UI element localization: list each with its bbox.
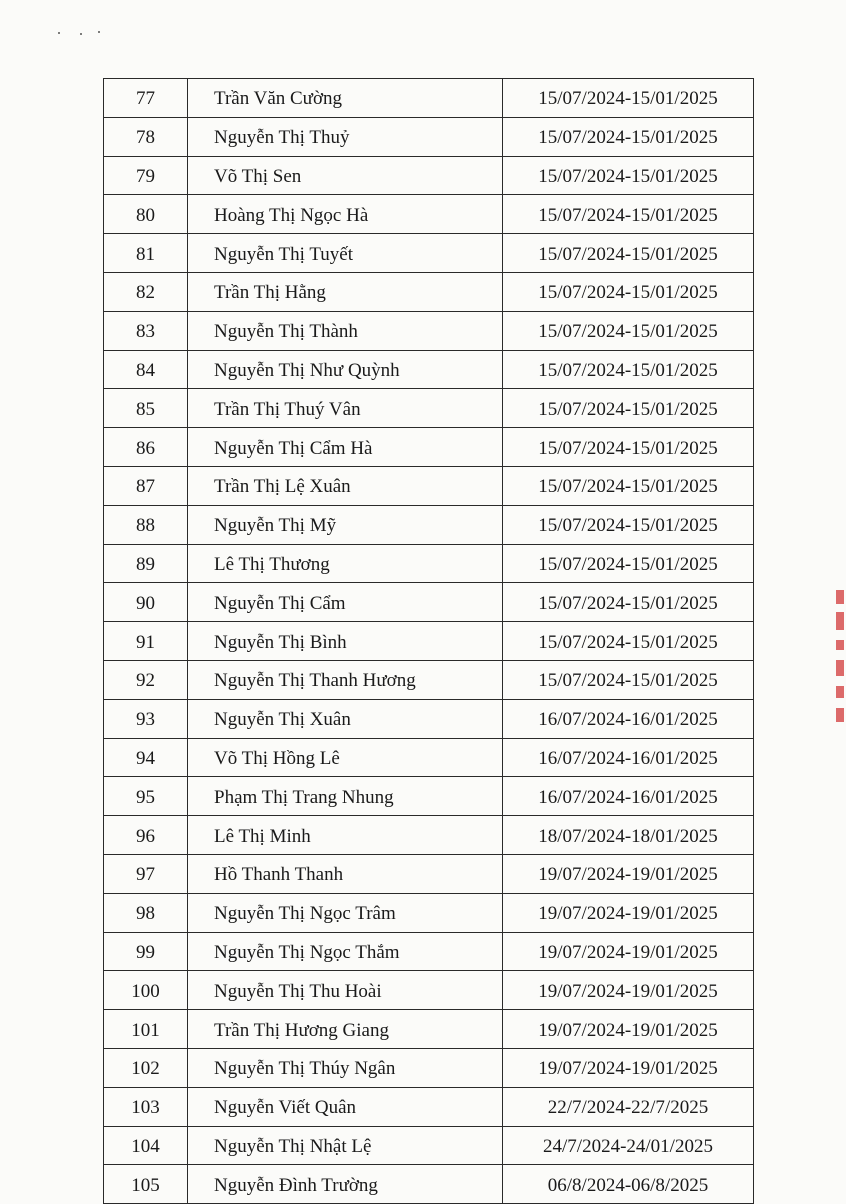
table-row [104,583,754,622]
table-row [104,428,754,467]
date-period-cell: 22/7/2024-22/7/2025 [503,1087,754,1126]
date-period-cell: 15/07/2024-15/01/2025 [503,350,754,389]
table-row [104,466,754,505]
full-name-cell: Nguyễn Thị Ngọc Thắm [188,932,503,971]
row-number-cell: 81 [104,234,188,273]
row-number-cell: 99 [104,932,188,971]
date-period-cell: 15/07/2024-15/01/2025 [503,660,754,699]
row-number-cell: 78 [104,117,188,156]
full-name-cell: Nguyễn Thị Nhật Lệ [188,1126,503,1165]
full-name-cell: Hoàng Thị Ngọc Hà [188,195,503,234]
row-number-cell: 95 [104,777,188,816]
table-row [104,699,754,738]
full-name-cell: Nguyễn Đình Trường [188,1165,503,1204]
row-number-cell: 89 [104,544,188,583]
full-name-cell: Nguyễn Thị Ngọc Trâm [188,893,503,932]
full-name-cell: Nguyễn Thị Thu Hoài [188,971,503,1010]
date-period-cell: 15/07/2024-15/01/2025 [503,583,754,622]
table-row [104,1048,754,1087]
full-name-cell: Nguyễn Thị Xuân [188,699,503,738]
row-number-cell: 90 [104,583,188,622]
date-period-cell: 15/07/2024-15/01/2025 [503,311,754,350]
date-period-cell: 15/07/2024-15/01/2025 [503,622,754,661]
full-name-cell: Nguyễn Thị Cẩm Hà [188,428,503,467]
row-number-cell: 96 [104,816,188,855]
full-name-cell: Nguyễn Thị Thanh Hương [188,660,503,699]
table-row [104,777,754,816]
full-name-cell: Trần Thị Hằng [188,272,503,311]
row-number-cell: 85 [104,389,188,428]
date-period-cell: 19/07/2024-19/01/2025 [503,1048,754,1087]
row-number-cell: 91 [104,622,188,661]
table-row [104,389,754,428]
full-name-cell: Nguyễn Thị Thành [188,311,503,350]
row-number-cell: 80 [104,195,188,234]
row-number-cell: 86 [104,428,188,467]
full-name-cell: Nguyễn Thị Cẩm [188,583,503,622]
document-table-wrapper [103,78,754,1204]
table-row [104,1010,754,1049]
full-name-cell: Nguyễn Thị Như Quỳnh [188,350,503,389]
full-name-cell: Nguyễn Thị Thuỷ [188,117,503,156]
table-row [104,1165,754,1204]
full-name-cell: Trần Thị Hương Giang [188,1010,503,1049]
full-name-cell: Trần Văn Cường [188,79,503,118]
full-name-cell: Trần Thị Lệ Xuân [188,466,503,505]
row-number-cell: 87 [104,466,188,505]
row-number-cell: 103 [104,1087,188,1126]
date-period-cell: 16/07/2024-16/01/2025 [503,699,754,738]
full-name-cell: Võ Thị Hồng Lê [188,738,503,777]
full-name-cell: Nguyễn Viết Quân [188,1087,503,1126]
date-period-cell: 15/07/2024-15/01/2025 [503,117,754,156]
table-row [104,505,754,544]
date-period-cell: 15/07/2024-15/01/2025 [503,466,754,505]
table-row [104,660,754,699]
full-name-cell: Võ Thị Sen [188,156,503,195]
table-row [104,79,754,118]
date-period-cell: 06/8/2024-06/8/2025 [503,1165,754,1204]
full-name-cell: Lê Thị Thương [188,544,503,583]
table-row [104,738,754,777]
date-period-cell: 15/07/2024-15/01/2025 [503,156,754,195]
date-period-cell: 18/07/2024-18/01/2025 [503,816,754,855]
table-row [104,117,754,156]
table-row [104,272,754,311]
row-number-cell: 92 [104,660,188,699]
date-period-cell: 19/07/2024-19/01/2025 [503,893,754,932]
table-row [104,195,754,234]
row-number-cell: 77 [104,79,188,118]
table-row [104,971,754,1010]
row-number-cell: 88 [104,505,188,544]
table-row [104,622,754,661]
table-row [104,234,754,273]
full-name-cell: Trần Thị Thuý Vân [188,389,503,428]
row-number-cell: 84 [104,350,188,389]
date-period-cell: 15/07/2024-15/01/2025 [503,195,754,234]
full-name-cell: Nguyễn Thị Tuyết [188,234,503,273]
row-number-cell: 94 [104,738,188,777]
date-period-cell: 15/07/2024-15/01/2025 [503,79,754,118]
row-number-cell: 104 [104,1126,188,1165]
table-row [104,932,754,971]
date-period-cell: 19/07/2024-19/01/2025 [503,1010,754,1049]
full-name-cell: Lê Thị Minh [188,816,503,855]
full-name-cell: Nguyễn Thị Thúy Ngân [188,1048,503,1087]
row-number-cell: 102 [104,1048,188,1087]
table-row [104,816,754,855]
row-number-cell: 100 [104,971,188,1010]
row-number-cell: 101 [104,1010,188,1049]
scan-artifact-dots [58,30,108,36]
table-row [104,1126,754,1165]
table-row [104,350,754,389]
table-row [104,311,754,350]
row-number-cell: 105 [104,1165,188,1204]
date-period-cell: 19/07/2024-19/01/2025 [503,854,754,893]
date-period-cell: 16/07/2024-16/01/2025 [503,777,754,816]
row-number-cell: 82 [104,272,188,311]
date-period-cell: 15/07/2024-15/01/2025 [503,505,754,544]
full-name-cell: Hồ Thanh Thanh [188,854,503,893]
full-name-cell: Nguyễn Thị Bình [188,622,503,661]
row-number-cell: 98 [104,893,188,932]
date-period-cell: 15/07/2024-15/01/2025 [503,272,754,311]
table-row [104,1087,754,1126]
full-name-cell: Phạm Thị Trang Nhung [188,777,503,816]
table-body [104,79,754,1204]
date-period-cell: 15/07/2024-15/01/2025 [503,544,754,583]
table-row [104,544,754,583]
date-period-cell: 16/07/2024-16/01/2025 [503,738,754,777]
date-period-cell: 15/07/2024-15/01/2025 [503,428,754,467]
table-row [104,156,754,195]
date-period-cell: 15/07/2024-15/01/2025 [503,389,754,428]
row-number-cell: 79 [104,156,188,195]
full-name-cell: Nguyễn Thị Mỹ [188,505,503,544]
employee-period-table [103,78,754,1204]
row-number-cell: 83 [104,311,188,350]
row-number-cell: 97 [104,854,188,893]
date-period-cell: 15/07/2024-15/01/2025 [503,234,754,273]
date-period-cell: 24/7/2024-24/01/2025 [503,1126,754,1165]
date-period-cell: 19/07/2024-19/01/2025 [503,932,754,971]
table-row [104,893,754,932]
row-number-cell: 93 [104,699,188,738]
red-stamp-edge [836,590,846,730]
date-period-cell: 19/07/2024-19/01/2025 [503,971,754,1010]
table-row [104,854,754,893]
